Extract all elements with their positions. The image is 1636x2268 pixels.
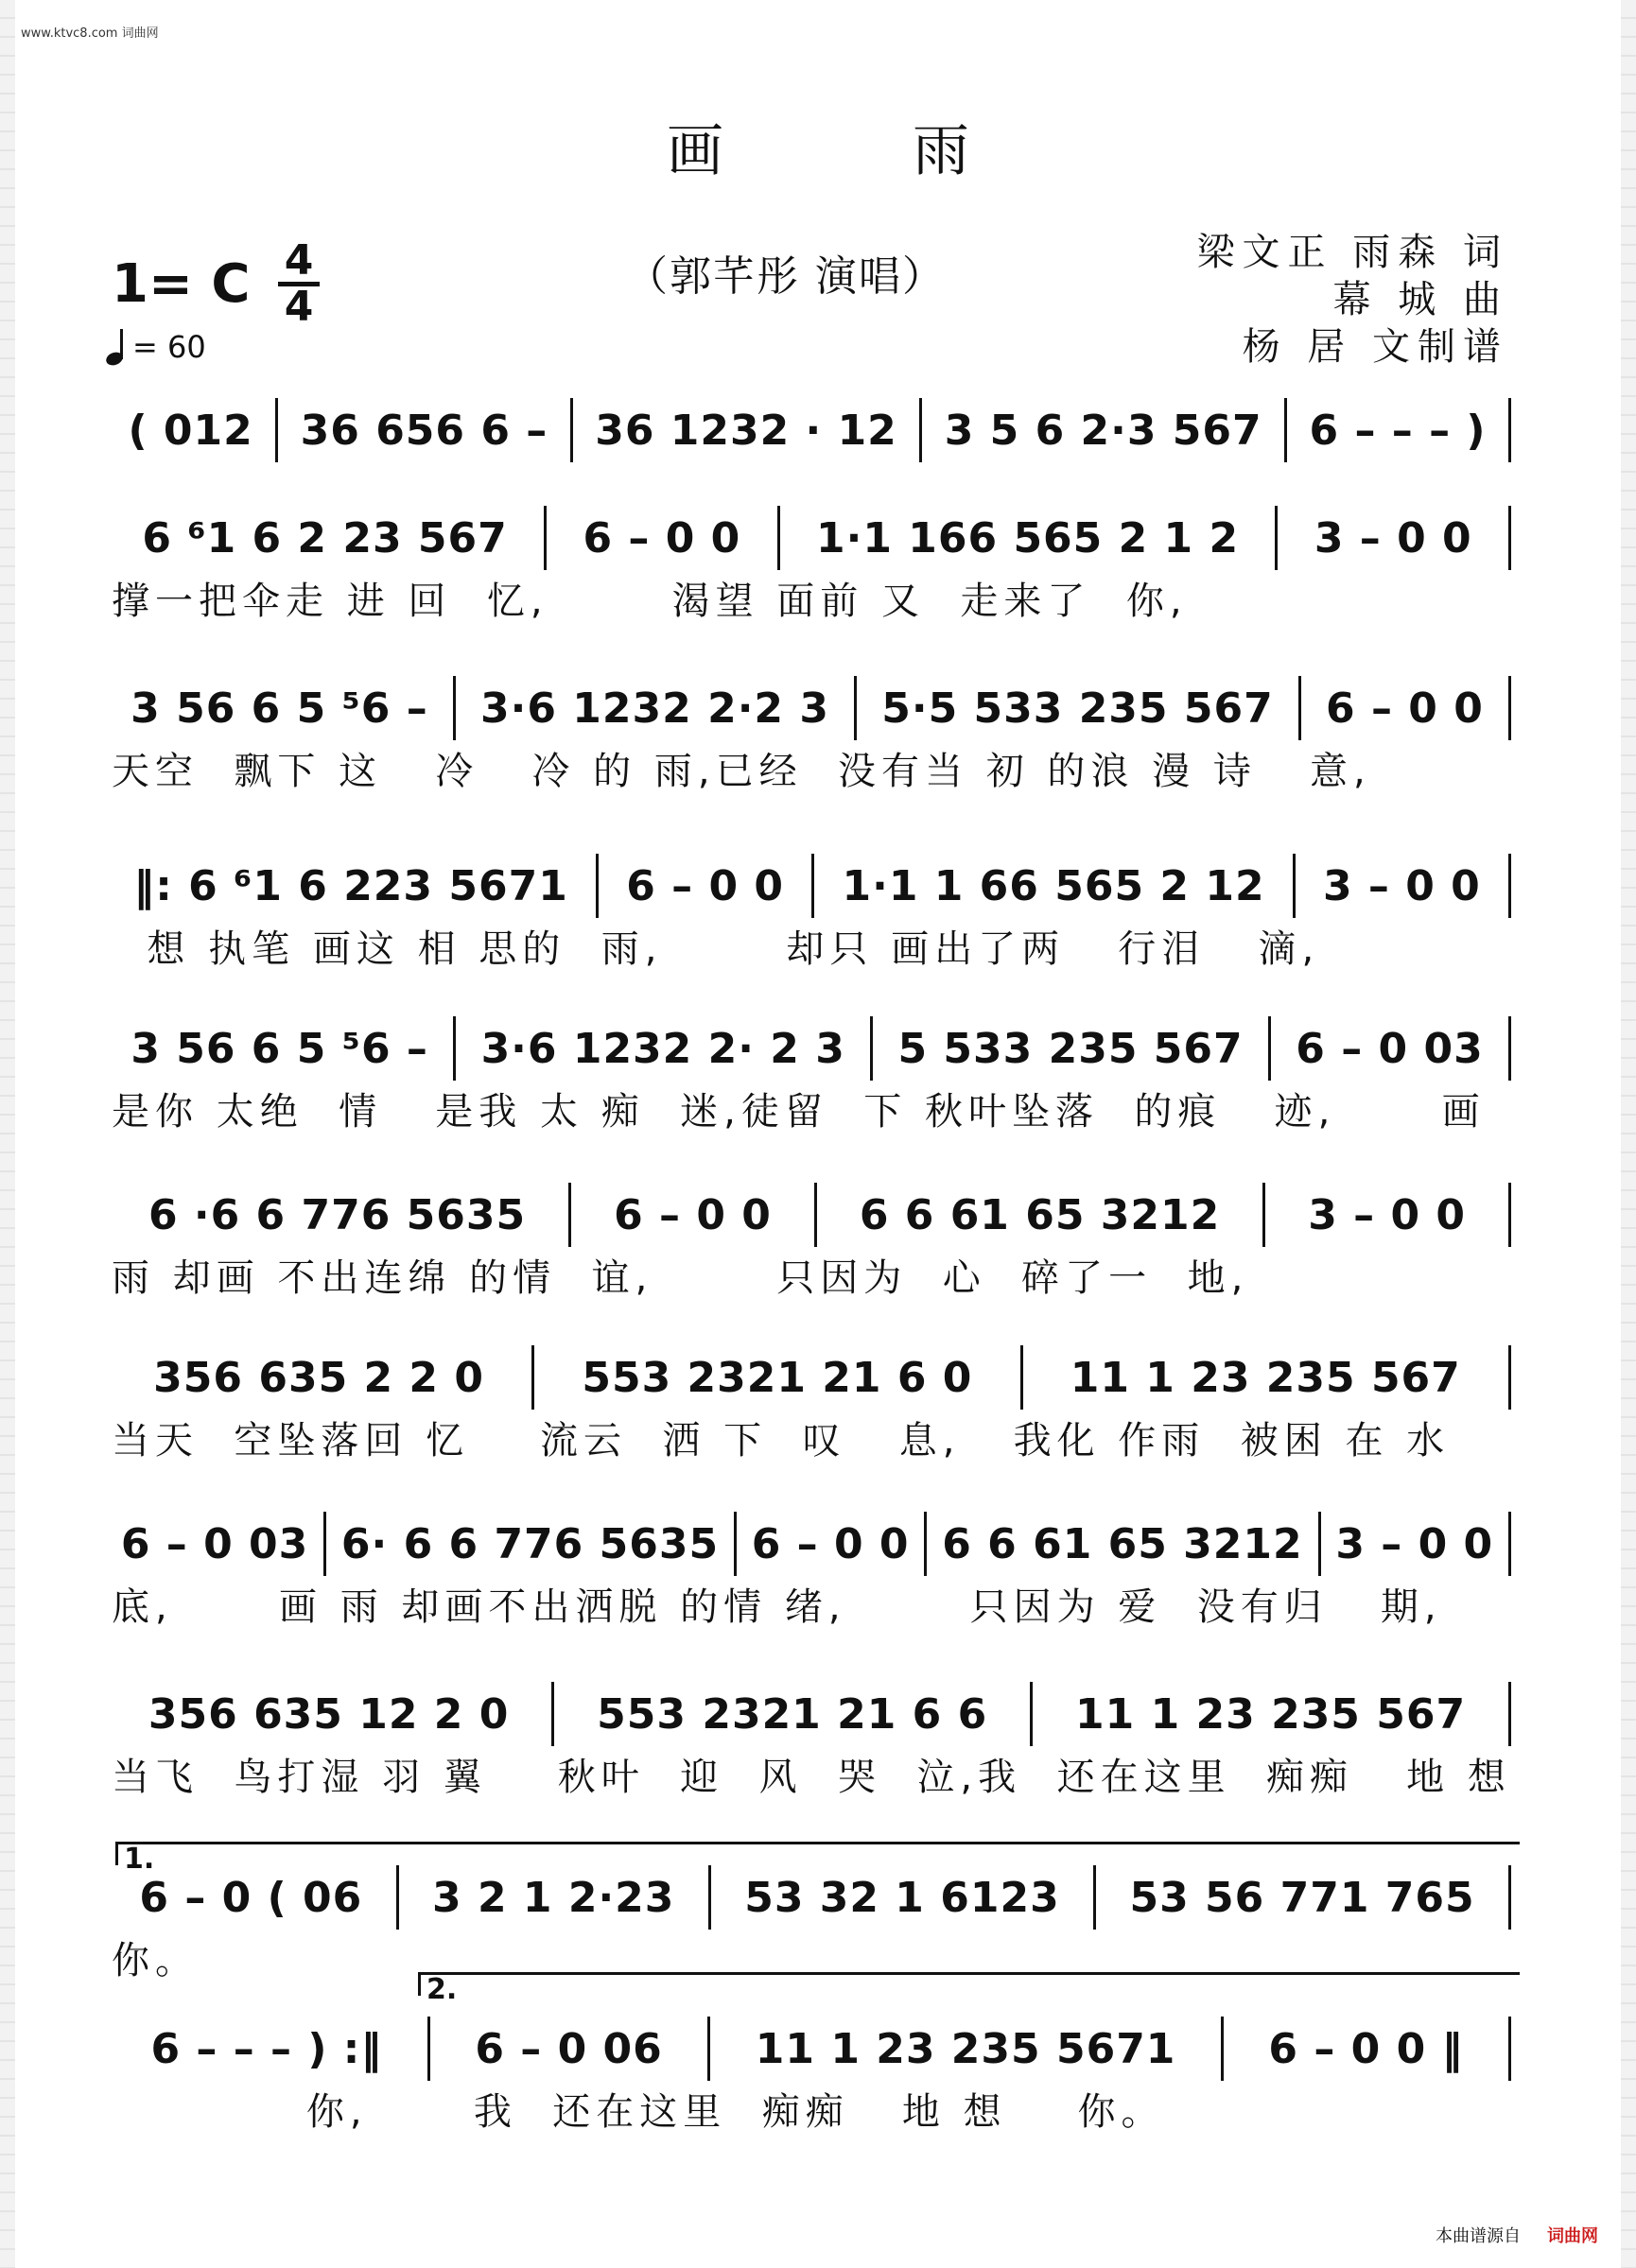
measure-notes: 3 56 6 5 ⁵6 – bbox=[131, 1024, 428, 1073]
measure bbox=[1278, 514, 1508, 563]
score-row bbox=[106, 1013, 1511, 1140]
measure-notes: 6 – 0 03 bbox=[120, 1519, 309, 1568]
measure bbox=[106, 1191, 568, 1239]
measure bbox=[922, 407, 1284, 455]
tempo-marking bbox=[106, 329, 206, 365]
notation-line bbox=[106, 2014, 1511, 2084]
measure bbox=[554, 1690, 1030, 1739]
measure-notes: 553 2321 21 6 0 bbox=[582, 1353, 973, 1402]
bar-line bbox=[1508, 2017, 1511, 2081]
measure bbox=[1287, 407, 1508, 455]
measure bbox=[547, 514, 777, 563]
bar-line bbox=[1508, 1183, 1511, 1247]
measure bbox=[1265, 1191, 1508, 1239]
measure bbox=[534, 1354, 1019, 1402]
measure-notes: 6 ·6 6 776 5635 bbox=[148, 1190, 527, 1239]
lyricist-credit: 梁文正 雨森 词 bbox=[1196, 231, 1508, 274]
time-signature bbox=[278, 236, 320, 331]
measure bbox=[430, 2025, 707, 2073]
measure-notes: 11 1 23 235 567 bbox=[1075, 1689, 1467, 1739]
measure-notes: 53 32 1 6123 bbox=[744, 1873, 1060, 1922]
notation-line bbox=[106, 1180, 1511, 1250]
measure-notes: 6 – – – ) bbox=[1309, 406, 1487, 455]
composer-credit: 幕 城 曲 bbox=[1332, 278, 1508, 321]
measure bbox=[106, 1520, 323, 1568]
measure-notes: 36 1232 · 12 bbox=[595, 406, 897, 455]
measure bbox=[106, 2025, 427, 2073]
measure bbox=[737, 1520, 924, 1568]
transcriber-credit: 杨 居 文制谱 bbox=[1242, 325, 1508, 369]
measure-notes: 356 635 12 2 0 bbox=[148, 1689, 510, 1739]
bar-line bbox=[1508, 1682, 1511, 1746]
volta-first-ending: 1. bbox=[115, 1842, 1520, 1865]
lyrics-line: 天空 飘下 这 冷 冷 的 雨,已经 没有当 初 的浪 漫 诗 意, bbox=[112, 750, 1371, 793]
measure bbox=[571, 1191, 814, 1239]
score-row bbox=[106, 1509, 1511, 1636]
measure bbox=[106, 1690, 551, 1739]
time-signature-top: 4 bbox=[284, 236, 314, 285]
measure bbox=[1096, 1874, 1508, 1922]
measure bbox=[1023, 1354, 1508, 1402]
measure bbox=[814, 862, 1293, 910]
measure-notes: 6 – 0 06 bbox=[475, 2024, 663, 2073]
footer-source: 本曲谱源自 bbox=[1436, 2226, 1521, 2246]
volta-second-ending: 2. bbox=[418, 1972, 1520, 1996]
bar-line bbox=[1508, 506, 1511, 570]
measure bbox=[399, 1874, 708, 1922]
measure-notes: 6 – 0 03 bbox=[1296, 1024, 1484, 1073]
measure-notes: 11 1 23 235 5671 bbox=[755, 2024, 1176, 2073]
measure-notes: ( 012 bbox=[128, 406, 253, 455]
notation-line bbox=[106, 673, 1511, 743]
key-signature: 1= C bbox=[112, 253, 251, 315]
bar-line bbox=[1508, 1345, 1511, 1410]
measure-notes: 6 ⁶1 6 2 23 567 bbox=[142, 513, 508, 563]
measure-notes: 1·1 1 66 565 2 12 bbox=[842, 861, 1265, 910]
score-row bbox=[106, 673, 1511, 800]
measure bbox=[106, 684, 453, 733]
score-row bbox=[106, 503, 1511, 630]
measure-notes: 3 2 1 2·23 bbox=[432, 1873, 675, 1922]
right-border-strip bbox=[1621, 0, 1636, 2268]
measure bbox=[873, 1025, 1268, 1073]
credits bbox=[1197, 229, 1508, 371]
notation-line bbox=[106, 1013, 1511, 1083]
measure bbox=[106, 1025, 453, 1073]
lyrics-line: 当飞 鸟打湿 羽 翼 秋叶 迎 风 哭 泣,我 还在这里 痴痴 地 想 bbox=[112, 1756, 1511, 1799]
notation-line bbox=[106, 1679, 1511, 1749]
bar-line bbox=[1508, 398, 1511, 462]
measure-notes: 3·6 1232 2·2 3 bbox=[480, 684, 829, 733]
measure-notes: 6 – 0 ( 06 bbox=[139, 1873, 363, 1922]
measure-notes: 6 – 0 0 ‖ bbox=[1268, 2024, 1464, 2073]
lyrics-line: 想 执笔 画这 相 思的 雨, 却只 画出了两 行泪 滴, bbox=[112, 927, 1320, 971]
measure-notes: 3 5 6 2·3 567 bbox=[944, 406, 1262, 455]
notation-line bbox=[106, 1509, 1511, 1579]
left-border-strip bbox=[0, 0, 15, 2268]
measure-notes: 553 2321 21 6 6 bbox=[597, 1689, 988, 1739]
measure bbox=[711, 1874, 1093, 1922]
measure-notes: 1·1 166 565 2 1 2 bbox=[816, 513, 1240, 563]
measure bbox=[857, 684, 1298, 733]
footer-brand: 词曲网 bbox=[1547, 2226, 1598, 2246]
measure-notes: 6· 6 6 776 5635 bbox=[340, 1519, 720, 1568]
lyrics-line: 你, 我 还在这里 痴痴 地 想 你。 bbox=[112, 2090, 1165, 2134]
bar-line bbox=[1508, 676, 1511, 740]
measure bbox=[927, 1520, 1317, 1568]
measure-notes: 3·6 1232 2· 2 3 bbox=[480, 1024, 845, 1073]
score-row bbox=[106, 1180, 1511, 1307]
bar-line bbox=[1508, 854, 1511, 918]
measure-notes: 3 – 0 0 bbox=[1322, 861, 1481, 910]
measure bbox=[1033, 1690, 1508, 1739]
measure bbox=[573, 407, 920, 455]
measure bbox=[1296, 862, 1508, 910]
measure-notes: 6 – 0 0 bbox=[583, 513, 741, 563]
bar-line bbox=[1508, 1865, 1511, 1930]
measure bbox=[817, 1191, 1262, 1239]
lyrics-line: 雨 却画 不出连绵 的情 谊, 只因为 心 碎了一 地, bbox=[112, 1256, 1249, 1300]
measure bbox=[780, 514, 1276, 563]
performer: （郭芊彤 演唱） bbox=[626, 252, 946, 301]
measure bbox=[599, 862, 811, 910]
measure-notes: 6 – 0 0 bbox=[751, 1519, 910, 1568]
measure bbox=[106, 1354, 531, 1402]
measure bbox=[1224, 2025, 1508, 2073]
measure-notes: 36 656 6 – bbox=[300, 406, 548, 455]
score-row bbox=[106, 1679, 1511, 1806]
measure-notes: 3 – 0 0 bbox=[1314, 513, 1472, 563]
measure bbox=[1321, 1520, 1508, 1568]
measure bbox=[1271, 1025, 1508, 1073]
lyrics-line: 当天 空坠落回 忆 流云 洒 下 叹 息, 我化 作雨 被困 在 水 bbox=[112, 1419, 1451, 1463]
site-watermark: www.ktvc8.com 词曲网 bbox=[21, 26, 159, 41]
time-signature-bottom: 4 bbox=[284, 283, 314, 331]
notation-line bbox=[106, 1862, 1511, 1932]
score-row bbox=[106, 851, 1511, 978]
measure-notes: 5·5 533 235 567 bbox=[881, 684, 1274, 733]
lyrics-line: 撑一把伞走 进 回 忆, 渴望 面前 又 走来了 你, bbox=[112, 580, 1188, 623]
lyrics-line: 底, 画 雨 却画不出洒脱 的情 绪, 只因为 爱 没有归 期, bbox=[112, 1585, 1442, 1629]
score-row bbox=[106, 1342, 1511, 1469]
notation-line bbox=[106, 503, 1511, 573]
measure bbox=[106, 862, 596, 910]
measure-notes: 6 – 0 0 bbox=[626, 861, 785, 910]
measure-notes: 3 – 0 0 bbox=[1308, 1190, 1467, 1239]
measure-notes: 356 635 2 2 0 bbox=[153, 1353, 484, 1402]
measure bbox=[106, 1874, 396, 1922]
notation-line bbox=[106, 1342, 1511, 1412]
song-title: 画雨 bbox=[667, 118, 1158, 184]
tempo-value: = 60 bbox=[132, 329, 206, 365]
measure-notes: 6 – 0 0 bbox=[614, 1190, 772, 1239]
measure-notes: 6 – – – ) :‖ bbox=[150, 2024, 383, 2073]
bar-line bbox=[1508, 1512, 1511, 1576]
measure-notes: 53 56 771 765 bbox=[1129, 1873, 1475, 1922]
measure-notes: 6 – 0 0 bbox=[1326, 684, 1484, 733]
quarter-note-icon bbox=[106, 329, 129, 365]
measure bbox=[326, 1520, 734, 1568]
measure bbox=[456, 684, 854, 733]
measure-notes: 5 533 235 567 bbox=[897, 1024, 1244, 1073]
score-row bbox=[106, 2014, 1511, 2140]
measure-notes: ‖: 6 ⁶1 6 223 5671 bbox=[133, 861, 568, 910]
lyrics-line: 是你 太绝 情 是我 太 痴 迷,徒留 下 秋叶坠落 的痕 迹, 画 bbox=[112, 1090, 1486, 1134]
notation-line bbox=[106, 395, 1511, 465]
measure-notes: 11 1 23 235 567 bbox=[1070, 1353, 1461, 1402]
measure-notes: 6 6 61 65 3212 bbox=[859, 1190, 1221, 1239]
measure-notes: 6 6 61 65 3212 bbox=[942, 1519, 1303, 1568]
score-row bbox=[106, 1862, 1511, 1989]
lyrics-line: 你。 bbox=[112, 1939, 199, 1982]
measure bbox=[1301, 684, 1508, 733]
measure bbox=[106, 407, 275, 455]
bar-line bbox=[1508, 1016, 1511, 1081]
measure bbox=[106, 514, 544, 563]
footer bbox=[1436, 2223, 1598, 2247]
measure-notes: 3 – 0 0 bbox=[1335, 1519, 1494, 1568]
measure bbox=[278, 407, 570, 455]
measure-notes: 3 56 6 5 ⁵6 – bbox=[131, 684, 428, 733]
measure bbox=[710, 2025, 1221, 2073]
notation-line bbox=[106, 851, 1511, 921]
measure bbox=[456, 1025, 870, 1073]
